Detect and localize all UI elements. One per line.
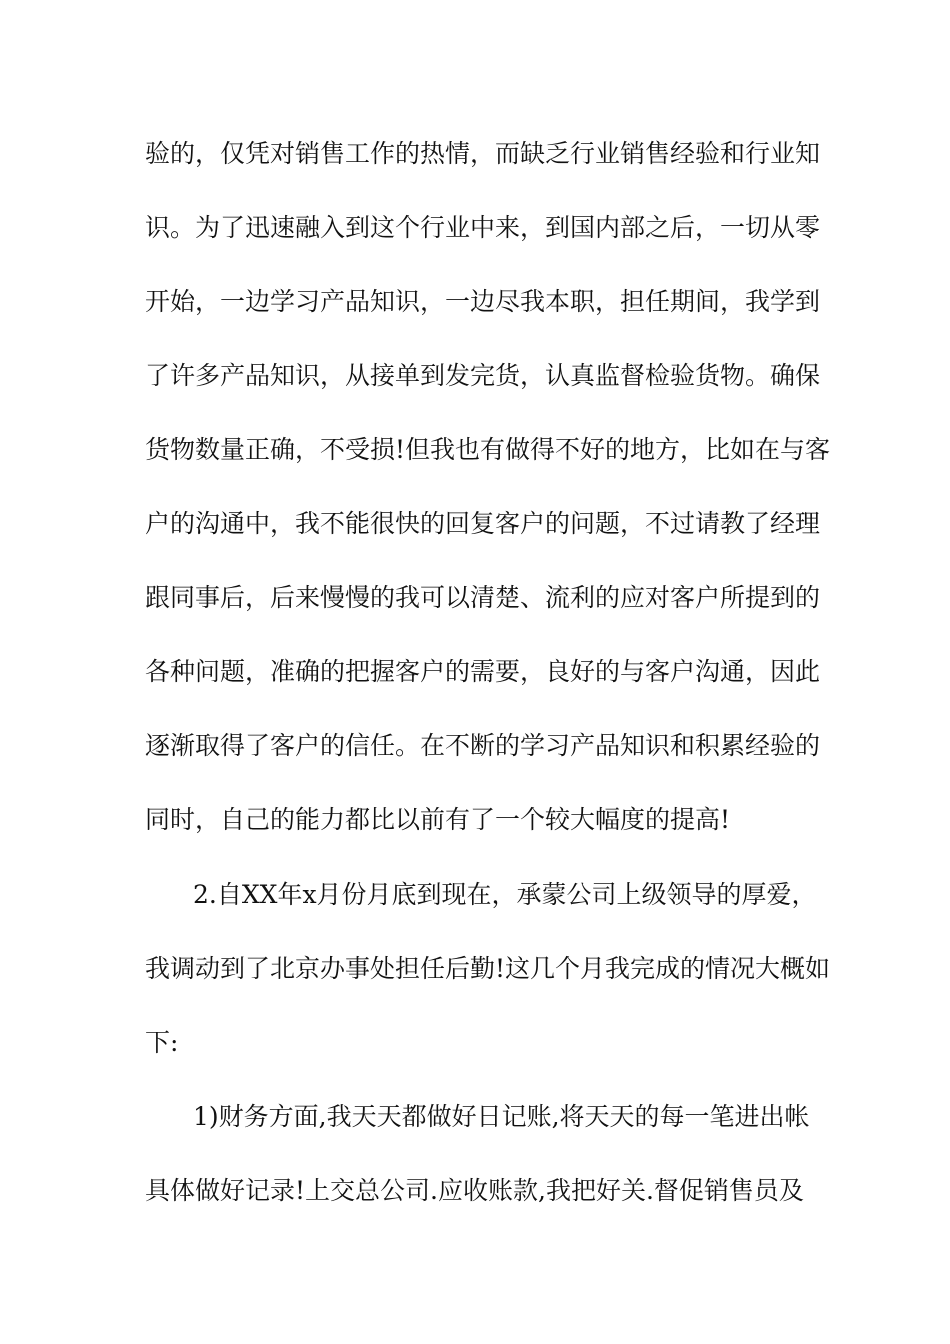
paragraph-first-line: 2.自XX年x月份月底到现在，承蒙公司上级领导的厚爱， — [193, 880, 817, 909]
text-line: 具体做好记录!上交总公司.应收账款,我把好关.督促销售员及 — [145, 1176, 804, 1205]
text-line: 逐渐取得了客户的信任。在不断的学习产品知识和积累经验的 — [145, 731, 821, 760]
text-line: 识。为了迅速融入到这个行业中来，到国内部之后，一切从零 — [145, 213, 821, 242]
text-line: 了许多产品知识，从接单到发完货，认真监督检验货物。确保 — [145, 361, 821, 390]
text-line: 户的沟通中，我不能很快的回复客户的问题，不过请教了经理 — [145, 509, 821, 538]
text-line: 开始，一边学习产品知识，一边尽我本职，担任期间，我学到 — [145, 287, 821, 316]
paragraph-first-line: 1)财务方面,我天天都做好日记账,将天天的每一笔进出帐 — [193, 1102, 810, 1131]
text-line: 我调动到了北京办事处担任后勤!这几个月我完成的情况大概如 — [145, 954, 831, 983]
text-line: 跟同事后，后来慢慢的我可以清楚、流利的应对客户所提到的 — [145, 583, 821, 612]
text-line: 验的，仅凭对销售工作的热情，而缺乏行业销售经验和行业知 — [145, 139, 821, 168]
text-line: 各种问题，准确的把握客户的需要，良好的与客户沟通，因此 — [145, 657, 821, 686]
text-line: 下: — [145, 1028, 179, 1057]
text-line: 同时，自己的能力都比以前有了一个较大幅度的提高! — [145, 805, 731, 834]
text-line: 货物数量正确，不受损!但我也有做得不好的地方，比如在与客 — [145, 435, 831, 464]
